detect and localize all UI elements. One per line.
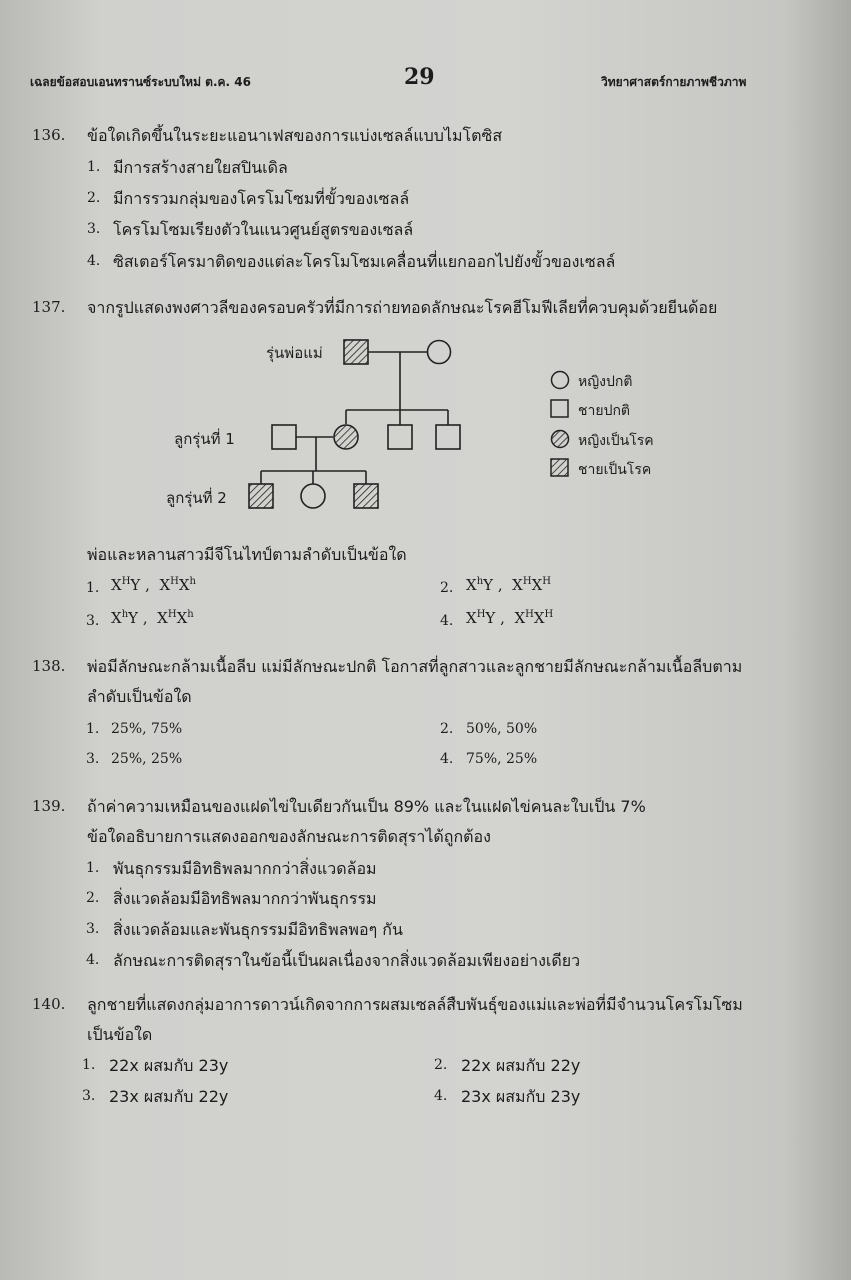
option-text: 75%, 25% [466,751,538,767]
option-number: 4. [440,613,454,629]
option-text: พันธุกรรมมีอิทธิพลมากกว่าสิ่งแวดล้อม [113,859,377,878]
option-number: 1. [86,580,100,596]
option-number: 3. [87,221,101,237]
mother-normal-female [428,341,451,364]
legend-square-icon [551,400,568,417]
option-text: มีการรวมกลุ่มของโครโมโซมที่ขั้วของเซลล์ [113,189,410,208]
option-text: 22x ผสมกับ 23y [109,1056,229,1075]
legend-circle-icon [552,372,569,389]
legend-label: หญิงปกติ [578,374,633,390]
question-text: ลูกชายที่แสดงกลุ่มอาการดาวน์เกิดจากการผสมเซลล์สืบพันธุ์ของแม่และพ่อที่มีจำนวนโครโมโซม [87,995,743,1014]
gen2-granddaughter [301,484,325,508]
question-text: พ่อมีลักษณะกล้ามเนื้อลีบ แม่มีลักษณะปกติ โอกาสที่ลูกสาวและลูกชายมีลักษณะกล้ามเนื้อลีบตาม [87,657,743,676]
option-number: 4. [440,751,454,767]
question-text: พ่อและหลานสาวมีจีโนไทป์ตามลำดับเป็นข้อใด [87,545,407,564]
option-genotype: $X^HY$ , $X^HX^H$ [466,609,554,627]
legend-hatched-circle-icon [552,431,569,448]
generation-label: รุ่นพ่อแม่ [266,344,323,362]
gen1-affected-female [334,425,358,449]
legend-label: หญิงเป็นโรค [578,433,654,449]
option-text: 50%, 50% [466,721,538,737]
father-affected-male [344,340,368,364]
option-number: 4. [87,253,101,269]
option-number: 1. [82,1057,96,1073]
option-genotype: $X^hY$ , $X^HX^h$ [111,609,194,627]
question-number: 140. [32,995,66,1013]
legend-label: ชายปกติ [578,403,631,419]
option-text: ซิสเตอร์โครมาติดของแต่ละโครโมโซมเคลื่อนที่แยกออกไปยังขั้วของเซลล์ [113,252,616,271]
question-number: 139. [32,797,66,815]
header-title-left: เฉลยข้อสอบเอนทรานซ์ระบบใหม่ ต.ค. 46 [30,75,251,89]
option-text: สิ่งแวดล้อมและพันธุกรรมมีอิทธิพลพอๆ กัน [113,920,403,939]
option-text: โครโมโซมเรียงตัวในแนวศูนย์สูตรของเซลล์ [113,220,414,239]
question-text: ลำดับเป็นข้อใด [87,687,192,706]
legend-label: ชายเป็นโรค [578,462,652,478]
generation-label: ลูกรุ่นที่ 2 [166,489,227,507]
option-number: 3. [82,1088,96,1104]
option-number: 2. [440,721,454,737]
gen1-normal-male [388,425,412,449]
option-number: 2. [440,580,454,596]
legend-hatched-square-icon [551,459,568,476]
option-number: 3. [86,751,100,767]
option-text: 22x ผสมกับ 22y [461,1056,581,1075]
question-text: ข้อใดเกิดขึ้นในระยะแอนาเฟสของการแบ่งเซลล์แบบไมโตซิส [87,126,503,145]
option-number: 1. [86,721,100,737]
option-genotype: $X^HY$ , $X^HX^h$ [111,576,196,594]
gen1-normal-male [436,425,460,449]
gen1-spouse-normal-male [272,425,296,449]
question-text: ข้อใดอธิบายการแสดงออกของลักษณะการติดสุราได้ถูกต้อง [87,827,491,846]
option-number: 3. [86,613,100,629]
generation-label: ลูกรุ่นที่ 1 [174,430,235,448]
option-text: ลักษณะการติดสุราในข้อนี้เป็นผลเนื่องจากสิ่งแวดล้อมเพียงอย่างเดียว [113,951,581,970]
question-text: ถ้าค่าความเหมือนของแฝดไข่ใบเดียวกันเป็น 89% และในแฝดไข่คนละใบเป็น 7% [87,797,646,816]
header-title-right: วิทยาศาสตร์กายภาพชีวภาพ [601,75,747,89]
option-number: 2. [86,890,100,906]
option-text: 23x ผสมกับ 22y [109,1087,229,1106]
option-number: 3. [86,921,100,937]
question-number: 137. [32,298,66,316]
gen2-affected-male [249,484,273,508]
option-number: 4. [434,1088,448,1104]
question-text: เป็นข้อใด [87,1025,153,1044]
question-number: 138. [32,657,66,675]
option-number: 1. [87,159,101,175]
option-text: 25%, 75% [111,721,183,737]
question-text: จากรูปแสดงพงศาวลีของครอบครัวที่มีการถ่ายทอดลักษณะโรคฮีโมฟีเลียที่ควบคุมด้วยยีนด้อย [87,298,718,317]
option-number: 2. [87,190,101,206]
option-text: 23x ผสมกับ 23y [461,1087,581,1106]
option-text: มีการสร้างสายใยสปินเดิล [113,158,288,177]
gen2-affected-male [354,484,378,508]
question-number: 136. [32,126,66,144]
option-text: 25%, 25% [111,751,183,767]
option-number: 4. [86,952,100,968]
option-text: สิ่งแวดล้อมมีอิทธิพลมากกว่าพันธุกรรม [113,889,377,908]
page-number: 29 [404,64,435,90]
option-number: 2. [434,1057,448,1073]
option-number: 1. [86,860,100,876]
option-genotype: $X^hY$ , $X^HX^H$ [466,576,551,594]
